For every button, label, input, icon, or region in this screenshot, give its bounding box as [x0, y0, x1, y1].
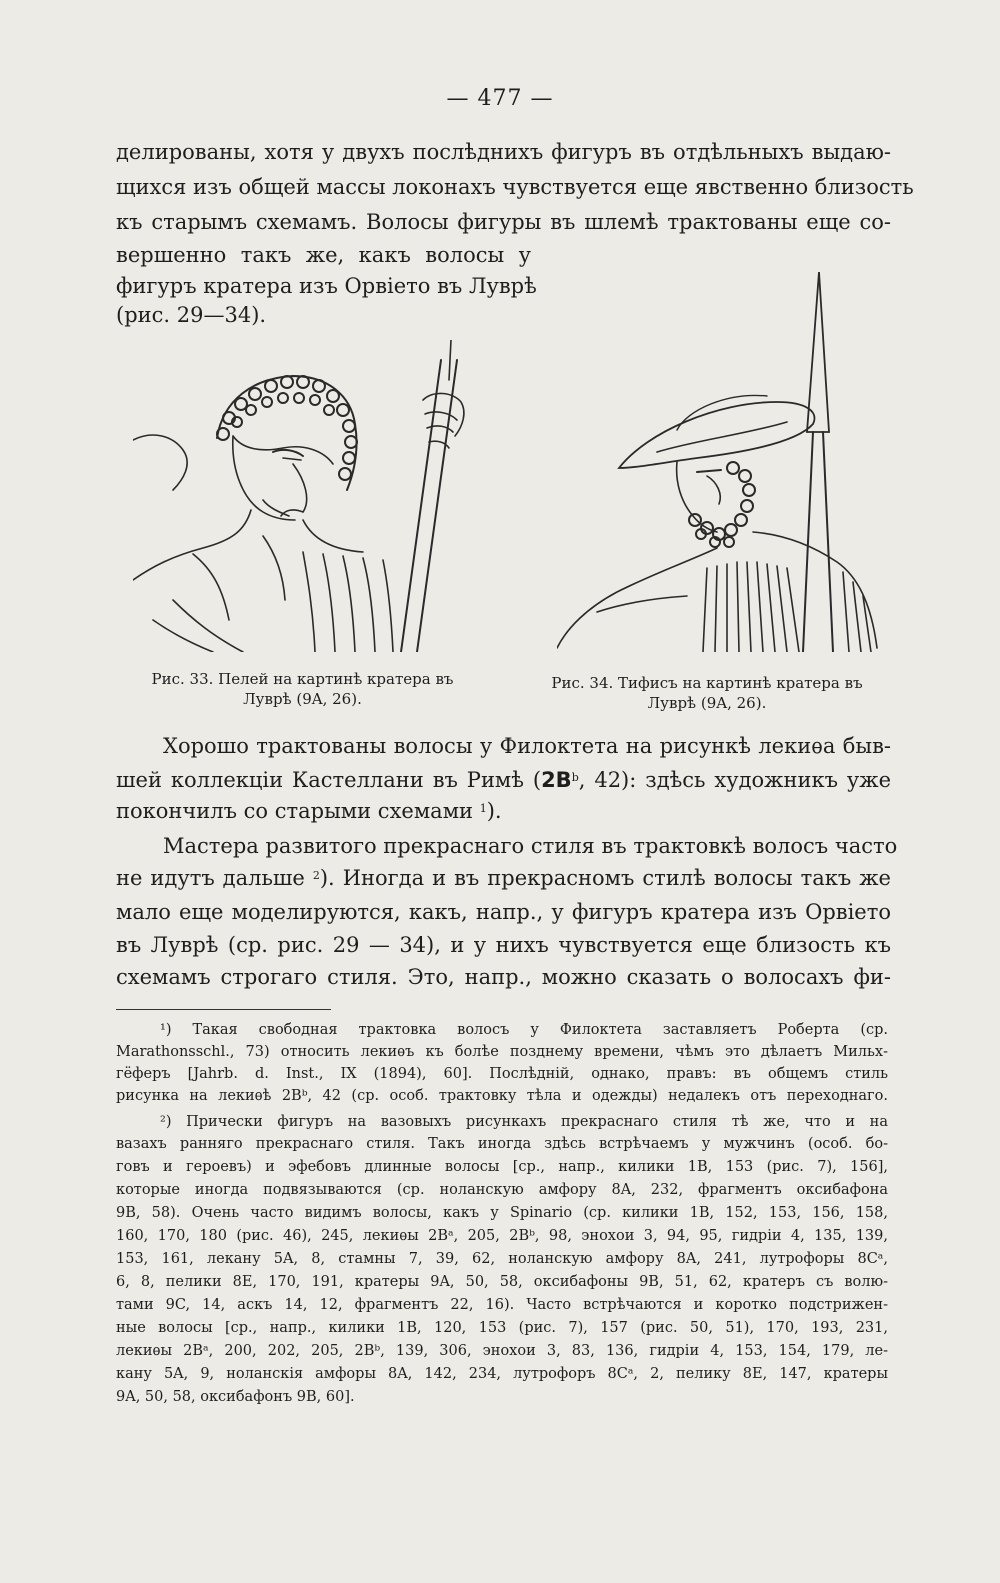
superscript: b [571, 771, 579, 784]
footnote-line: говъ и героевъ) и эфебовъ длинные волосы [ср., напр., килики 1B, 153 (рис. 7), 156], [116, 1159, 888, 1175]
text-line: Мастера развитого прекраснаго стиля въ трактовкѣ волосъ часто [163, 834, 898, 858]
footnote-line: 6, 8, пелики 8E, 170, 191, кратеры 9A, 50, 58, оксибафоны 9B, 51, 62, кратеръ съ волю- [116, 1274, 888, 1290]
text-span: ). Иногда и въ прекрасномъ стилѣ волосы такъ же [319, 866, 891, 890]
text-line [116, 866, 891, 890]
footnote-line: 9B, 58). Очень часто видимъ волосы, какъ у Spinario (ср. килики 1B, 152, 153, 156, 158, [116, 1205, 888, 1221]
page-number: — 477 — [446, 86, 554, 111]
footnote-line: кану 5A, 9, ноланскія амфоры 8A, 142, 234, лутрофоръ 8Cᵃ, 2, пелику 8E, 147, кратеры [116, 1366, 888, 1382]
footnote-line: 9A, 50, 58, оксибафонъ 9B, 60]. [116, 1389, 355, 1405]
text-line: къ старымъ схемамъ. Волосы фигуры въ шлемѣ трактованы еще со- [116, 210, 891, 234]
footnote-line: тами 9C, 14, аскъ 14, 12, фрагментъ 22, 16). Часто встрѣчаются и коротко подстрижен- [116, 1297, 888, 1313]
footnote-line: 153, 161, лекану 5A, 8, стамны 7, 39, 62, ноланскую амфору 8A, 241, лутрофоры 8Cᵃ, [116, 1251, 888, 1267]
text-line: мало еще моделируются, какъ, напр., у фигуръ кратера изъ Орвіето [116, 900, 891, 924]
caption-line: Рис. 33. Пелей на картинѣ кратера въ [151, 670, 454, 688]
text-line: фигуръ кратера изъ Орвіето въ Луврѣ [116, 274, 537, 298]
caption-line: Рис. 34. Тифисъ на картинѣ кратера въ [551, 674, 863, 692]
text-line: делированы, хотя у двухъ послѣднихъ фигуръ въ отдѣльныхъ выдаю- [116, 140, 891, 164]
footnote-line: которые иногда подвязываются (ср. ноланскую амфору 8A, 232, фрагментъ оксибафона [116, 1182, 888, 1198]
footnote-ref: 1 [479, 802, 487, 815]
text-span: , 42): здѣсь художникъ уже [578, 768, 892, 792]
footnote-line: гёферъ [Jahrb. d. Inst., IX (1894), 60]. Послѣдній, однако, правъ: въ общемъ стиль [116, 1066, 888, 1082]
footnote-line: ные волосы [ср., напр., килики 1B, 120, 153 (рис. 7), 157 (рис. 50, 51), 170, 193, 231, [116, 1320, 888, 1336]
footnote-divider [116, 1009, 331, 1010]
caption-line: Луврѣ (9A, 26). [647, 694, 767, 712]
text-line [116, 768, 891, 792]
footnote-line: ¹) Такая свободная трактовка волосъ у Филоктета заставляетъ Роберта (ср. [160, 1022, 888, 1038]
footnote-line: вазахъ ранняго прекраснаго стиля. Такъ иногда здѣсь встрѣчаемъ у мужчинъ (особ. бо- [116, 1136, 888, 1152]
footnote-line: ²) Прически фигуръ на вазовыхъ рисункахъ прекраснаго стиля тѣ же, что и на [160, 1114, 888, 1130]
figure-34-tiphys [557, 272, 882, 652]
text-span: ). [486, 799, 502, 823]
figure-33-peleus [133, 340, 485, 652]
text-line: схемамъ строгаго стиля. Это, напр., можно сказать о волосахъ фи- [116, 965, 891, 989]
text-line: щихся изъ общей массы локонахъ чувствуется еще явственно близость [116, 175, 914, 199]
footnote-line: 160, 170, 180 (рис. 46), 245, лекиѳы 2Bᵃ, 205, 2Bᵇ, 98, энохои 3, 94, 95, гидріи 4, 135, 139, [116, 1228, 888, 1244]
text-span: не идутъ дальше [116, 866, 305, 890]
text-line: вершенно такъ же, какъ волосы у [116, 243, 531, 267]
text-line: (рис. 29—34). [116, 303, 267, 327]
beard [689, 462, 755, 547]
text-line: въ Луврѣ (ср. рис. 29 — 34), и у нихъ чувствуется еще близость къ [116, 933, 891, 957]
text-line: Хорошо трактованы волосы у Филоктета на рисункѣ лекиѳа быв- [163, 734, 891, 758]
footnote-line: рисунка на лекиѳѣ 2Bᵇ, 42 (ср. особ. трактовку тѣла и одежды) недалекъ отъ переходнаго. [116, 1088, 888, 1104]
text-span: покончилъ со старыми схемами [116, 799, 480, 823]
hair-curls [217, 376, 357, 490]
text-line [116, 799, 502, 823]
vase-ref: 2B [541, 768, 572, 792]
text-span: шей коллекціи Кастеллани въ Римѣ ( [116, 768, 542, 792]
figure-33-caption [110, 669, 495, 709]
figure-34-caption [522, 673, 892, 713]
footnote-line: Marathonsschl., 73) относить лекиѳъ къ болѣе позднему времени, чѣмъ это дѣлаетъ Мильх- [116, 1044, 888, 1060]
caption-line: Луврѣ (9A, 26). [243, 690, 362, 708]
footnote-line: лекиѳы 2Bᵃ, 200, 202, 205, 2Bᵇ, 139, 306, эноxои 3, 83, 136, гидріи 4, 153, 154, 179, ле- [116, 1343, 888, 1359]
footnote-ref: 2 [312, 869, 320, 882]
